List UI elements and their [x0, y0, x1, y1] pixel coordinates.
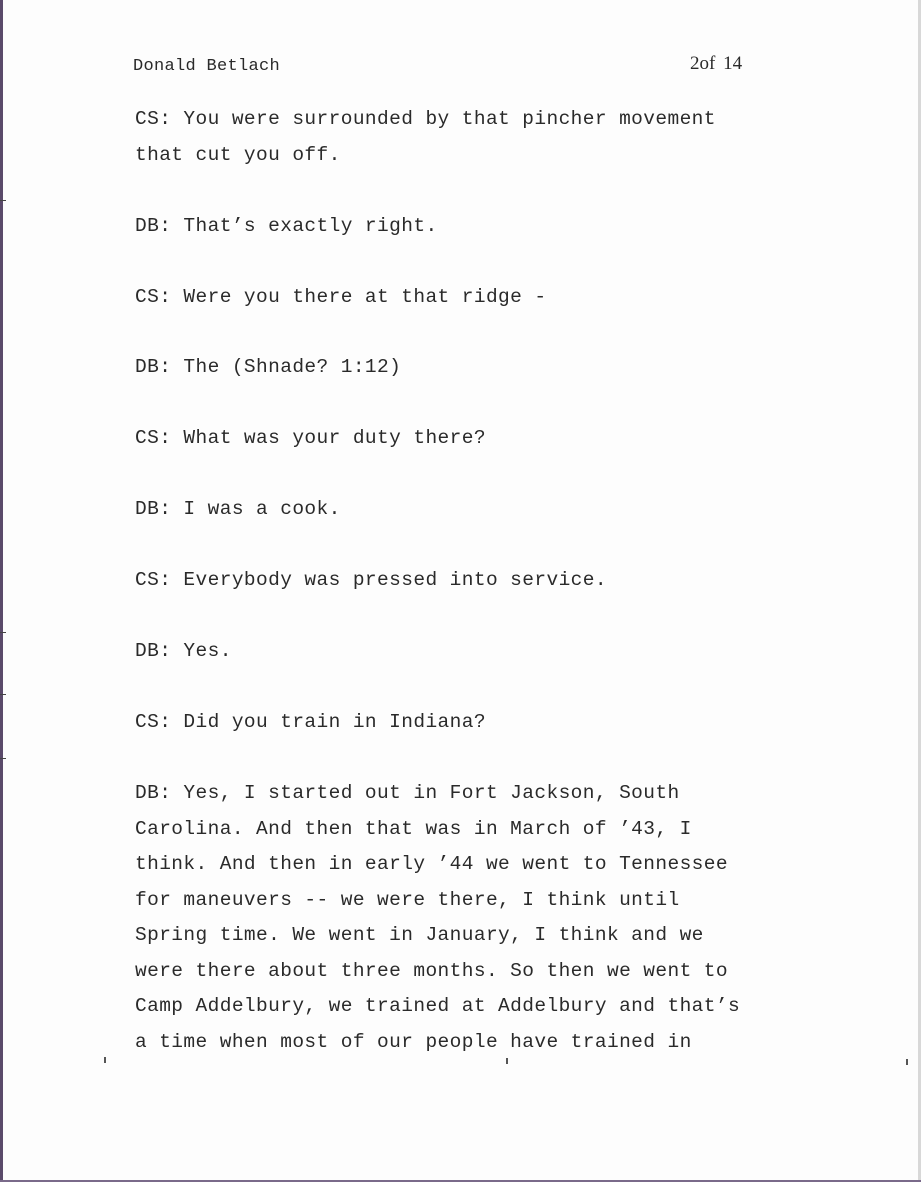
scan-speck	[906, 1059, 908, 1065]
transcript-line: CS: You were surrounded by that pincher movement	[135, 108, 716, 130]
page-left-edge	[0, 0, 3, 1182]
transcript-line: a time when most of our people have trained in	[135, 1030, 692, 1053]
transcript-line: DB: I was a cook.	[135, 498, 341, 520]
transcript-line: Carolina. And then that was in March of ’43, I	[135, 817, 692, 840]
exchange	[135, 209, 815, 245]
transcript-line: CS: What was your duty there?	[135, 427, 486, 449]
transcript-line: DB: Yes.	[135, 640, 232, 662]
exchange	[135, 705, 815, 741]
interviewee-name: Donald Betlach	[133, 57, 281, 76]
transcript-line: CS: Did you train in Indiana?	[135, 711, 486, 733]
exchange	[135, 634, 815, 670]
transcript-line: DB: That’s exactly right.	[135, 215, 438, 237]
exchange	[135, 102, 815, 173]
transcript-line: DB: Yes, I started out in Fort Jackson, South	[135, 782, 680, 804]
exchange	[135, 492, 815, 528]
exchange	[135, 421, 815, 457]
transcript-line: think. And then in early ’44 we went to Tennessee	[135, 853, 728, 875]
exchange	[135, 280, 815, 316]
edge-tick	[0, 200, 6, 201]
edge-tick	[0, 694, 6, 695]
edge-tick	[0, 632, 6, 633]
transcript-line: CS: Everybody was pressed into service.	[135, 569, 607, 591]
exchange	[135, 350, 815, 386]
transcript-line: were there about three months. So then we went to	[135, 959, 728, 982]
page-number: 2of 14	[690, 53, 743, 74]
transcript-line: CS: Were you there at that ridge -	[135, 286, 547, 308]
transcript-line: DB: The (Shnade? 1:12)	[135, 356, 402, 378]
scan-speck	[104, 1057, 106, 1063]
edge-tick	[0, 758, 6, 759]
transcript-line: that cut you off.	[135, 143, 341, 166]
exchange	[135, 776, 815, 1060]
exchange	[135, 563, 815, 599]
transcript-line: Camp Addelbury, we trained at Addelbury and that’s	[135, 995, 741, 1017]
scan-speck	[506, 1058, 508, 1064]
transcript-line: for maneuvers -- we were there, I think until	[135, 888, 680, 911]
transcript-line: Spring time. We went in January, I think and we	[135, 924, 704, 946]
